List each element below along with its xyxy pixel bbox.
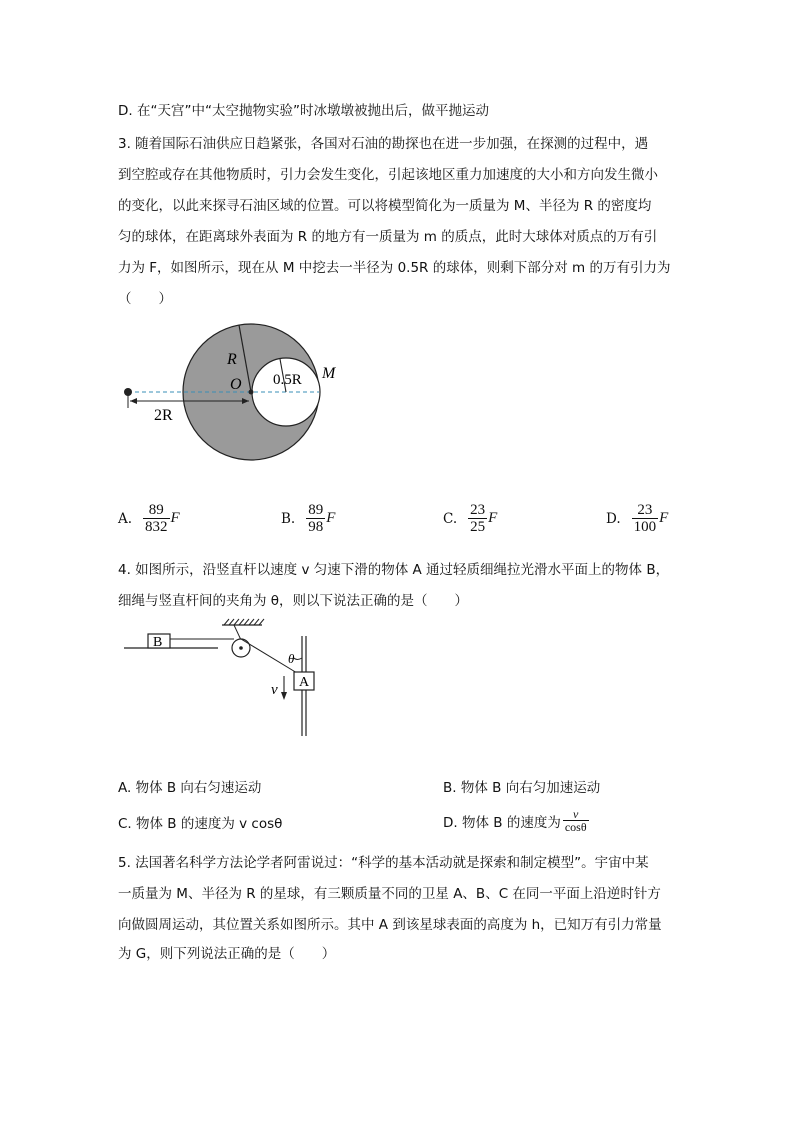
q3-line-1: 3. 随着国际石油供应日趋紧张，各国对石油的勘探也在进一步加强，在探测的过程中，遇 — [118, 136, 649, 152]
q4-option-c: C. 物体 B 的速度为 v cosθ — [118, 816, 283, 832]
option-label: A. — [118, 510, 133, 527]
option-label: D. — [606, 510, 621, 527]
q5-line-2: 一质量为 M、半径为 R 的星球，有三颗质量不同的卫星 A、B、C 在同一平面上沿逆时针方 — [118, 886, 661, 902]
q4-option-d — [443, 808, 590, 833]
label-v: v — [271, 682, 278, 698]
numerator: 23 — [470, 502, 486, 518]
variable-f: F — [488, 510, 498, 526]
numerator: 23 — [637, 502, 653, 518]
denominator: 832 — [145, 519, 168, 535]
option-label: C. — [443, 510, 458, 527]
pulley-mount — [234, 625, 241, 640]
q3-option-a — [118, 502, 180, 535]
q3-line-3: 的变化，以此来探寻石油区域的位置。可以将模型简化为一质量为 M、半径为 R 的密度均 — [118, 198, 652, 214]
center-o-dot — [249, 390, 254, 395]
q5-line-3: 向做圆周运动，其位置关系如图所示。其中 A 到该星球表面的高度为 h，已知万有引力常量 — [118, 917, 662, 933]
numerator: 89 — [148, 502, 164, 518]
option-label: B. — [281, 510, 296, 527]
fraction — [307, 502, 324, 535]
velocity-arrow-icon — [281, 692, 287, 700]
q4-pulley-figure — [122, 618, 322, 740]
label-m: M — [322, 365, 336, 382]
label-theta: θ — [288, 651, 295, 666]
denominator: 100 — [633, 519, 657, 535]
q4-option-b: B. 物体 B 向右匀加速运动 — [443, 780, 601, 796]
numerator: v — [573, 807, 579, 821]
variable-f: F — [326, 510, 336, 526]
arrow-left-icon — [130, 398, 137, 404]
pulley-axle — [239, 646, 243, 650]
label-b: B — [153, 635, 163, 650]
option-d-text: D. 物体 B 的速度为 — [443, 814, 561, 831]
q3-option-b — [281, 502, 335, 535]
denominator: 98 — [308, 519, 324, 535]
q4-line-2: 细绳与竖直杆间的夹角为 θ，则以下说法正确的是（ ） — [118, 593, 469, 609]
q3-sphere-figure — [110, 310, 350, 485]
fraction — [564, 808, 588, 833]
q4-option-a: A. 物体 B 向右匀速运动 — [118, 780, 262, 796]
fraction — [633, 502, 658, 535]
q3-line-4: 匀的球体，在距离球外表面为 R 的地方有一质量为 m 的质点，此时大球体对质点的万有引 — [118, 229, 658, 245]
q4-line-1: 4. 如图所示，沿竖直杆以速度 v 匀速下滑的物体 A 通过轻质细绳拉光滑水平面上的物体 B， — [118, 562, 670, 578]
variable-f: F — [659, 510, 669, 526]
fraction — [144, 502, 169, 535]
q2-option-d: D. 在“天宫”中“太空抛物实验”时冰墩墩被抛出后，做平抛运动 — [118, 103, 489, 119]
angle-arc — [294, 658, 302, 660]
variable-f: F — [170, 510, 180, 526]
q3-line-6: （ ） — [118, 291, 172, 307]
q5-line-4: 为 G，则下列说法正确的是（ ） — [118, 946, 336, 962]
q3-line-5: 力为 F，如图所示，现在从 M 中挖去一半径为 0.5R 的球体，则剩下部分对 m 的万有引力为 — [118, 260, 671, 276]
q5-line-1: 5. 法国著名科学方法论学者阿雷说过：“科学的基本活动就是探索和制定模型”。宇宙中某 — [118, 855, 649, 871]
q3-option-c — [443, 502, 497, 535]
q3-line-2: 到空腔或存在其他物质时，引力会发生变化，引起该地区重力加速度的大小和方向发生微小 — [118, 167, 658, 183]
fraction — [469, 502, 486, 535]
label-r: R — [227, 351, 237, 368]
denominator: cosθ — [564, 820, 587, 834]
numerator: 89 — [308, 502, 324, 518]
label-o: O — [230, 376, 242, 393]
label-2r: 2R — [154, 407, 173, 424]
label-half-r: 0.5R — [273, 372, 302, 388]
label-a: A — [299, 675, 310, 690]
denominator: 25 — [470, 519, 486, 535]
ceiling-hatching — [224, 619, 264, 625]
q3-option-d — [606, 502, 668, 535]
